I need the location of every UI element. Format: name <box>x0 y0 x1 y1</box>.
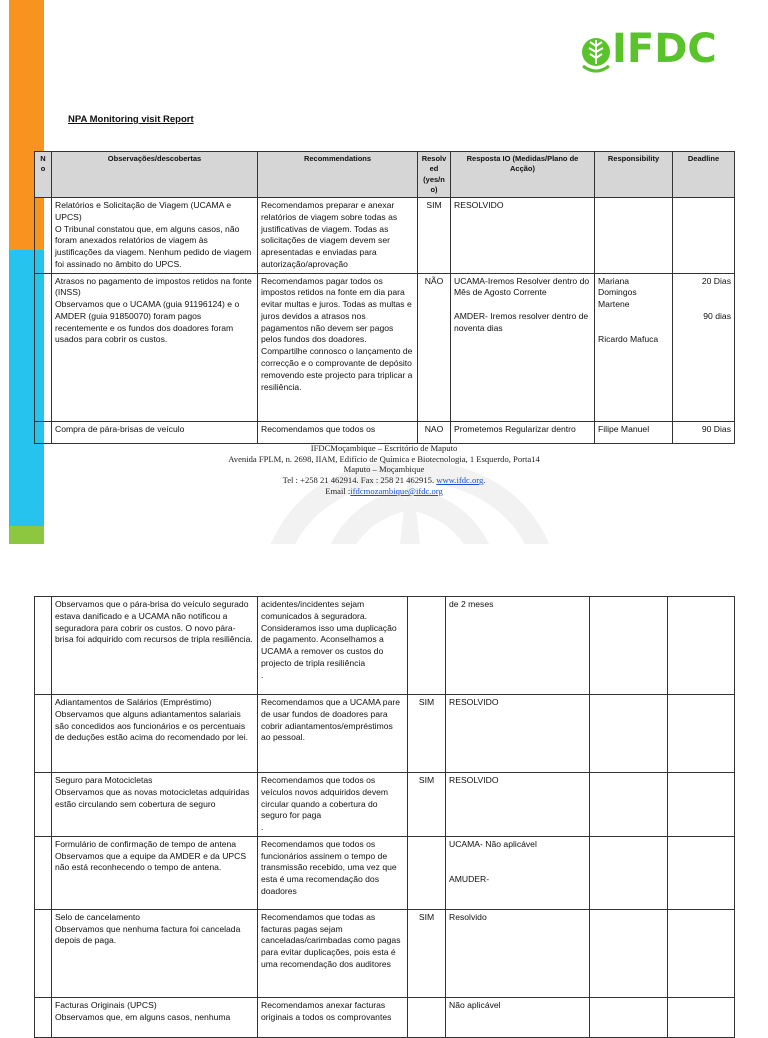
row-number <box>35 836 52 909</box>
observation-cell: Selo de cancelamento Observamos que nenhuma factura foi cancelada depois de paga. <box>52 909 258 997</box>
findings-table-page-2 <box>34 596 735 1038</box>
recommendation-cell: acidentes/incidentes sejam comunicados à seguradora. Consideramos isso uma duplicação de pagamento. Aconselhamos a UCAMA a remover os custos do projecto de tripla resiliência . <box>258 597 408 695</box>
table-row <box>35 695 735 773</box>
responsibility-cell <box>590 909 668 997</box>
deadline-cell <box>668 773 735 837</box>
side-bar-green <box>9 526 44 544</box>
observation-cell: Facturas Originais (UPCS) Observamos que, em alguns casos, nenhuma <box>52 997 258 1037</box>
deadline-cell <box>668 597 735 695</box>
response-cell: Não aplicável <box>446 997 590 1037</box>
deadline-cell: 20 Dias 90 dias <box>673 273 735 421</box>
footer-office: IFDCMoçambique – Escritório de Maputo <box>310 443 458 453</box>
response-cell: Prometemos Regularizar dentro <box>451 421 595 443</box>
table-row <box>35 997 735 1037</box>
responsibility-cell: Filipe Manuel <box>595 421 673 443</box>
response-cell: RESOLVIDO <box>451 198 595 274</box>
table-row <box>35 909 735 997</box>
observation-cell: Compra de pára-brisas de veículo <box>52 421 258 443</box>
resolved-cell <box>408 836 446 909</box>
responsibility-cell <box>595 198 673 274</box>
email-link[interactable]: ifdcmozambique@ifdc.org <box>350 485 443 496</box>
row-number <box>35 909 52 997</box>
deadline-cell <box>668 836 735 909</box>
observation-cell: Adiantamentos de Salários (Empréstimo) Observamos que alguns adiantamentos salariais são concedidos aos funcionários e os percentuais de deduções estão acima do recomendado por lei. <box>52 695 258 773</box>
row-number <box>35 597 52 695</box>
response-cell: RESOLVIDO <box>446 695 590 773</box>
footer-email <box>0 486 768 497</box>
resolved-cell <box>408 597 446 695</box>
recommendation-cell: Recomendamos que todos os <box>258 421 418 443</box>
response-cell: Resolvido <box>446 909 590 997</box>
responsibility-cell: Mariana Domingos Martene Ricardo Mafuca <box>595 273 673 421</box>
resolved-cell: SIM <box>408 909 446 997</box>
table-row <box>35 836 735 909</box>
footer-phone: Tel : +258 21 462914. Fax : 258 21 462915. www.ifdc.org. <box>282 475 486 486</box>
website-link[interactable]: www.ifdc.org <box>436 475 484 486</box>
footer-city: Maputo – Moçambique <box>343 464 425 475</box>
responsibility-cell <box>590 773 668 837</box>
resolved-cell: SIM <box>408 773 446 837</box>
recommendation-cell: Recomendamos preparar e anexar relatórios de viagem sobre todas as justificativas de viagem. Todas as solicitações de viagem devem ser apresentadas e enviadas para autorização/aprovação <box>258 198 418 274</box>
resolved-cell: NÃO <box>418 273 451 421</box>
report-title: NPA Monitoring visit Report <box>68 114 194 125</box>
responsibility-cell <box>590 997 668 1037</box>
responsibility-cell <box>590 597 668 695</box>
resolved-cell: SIM <box>418 198 451 274</box>
deadline-cell <box>668 909 735 997</box>
deadline-cell <box>668 695 735 773</box>
header-deadline: Deadline <box>673 152 735 198</box>
observation-cell: Atrasos no pagamento de impostos retidos na fonte (INSS) Observamos que o UCAMA (guia 91196124) e o AMDER (guia 91850070) foram pagos recentemente e os fundos dos doadores foram usados para cobrir os custos. <box>52 273 258 421</box>
row-number <box>35 773 52 837</box>
recommendation-cell: Recomendamos que todas as facturas pagas sejam canceladas/carimbadas como pagas para evitar duplicações, pois esta é uma recomendação dos auditores <box>258 909 408 997</box>
recommendation-cell: Recomendamos que todos os funcionários assinem o tempo de transmissão recebido, uma vez que esta é uma recomendação dos doadores <box>258 836 408 909</box>
observation-cell: Formulário de confirmação de tempo de antena Observamos que a equipe da AMDER e da UPCS não está reconhecendo o tempo de antena. <box>52 836 258 909</box>
responsibility-cell <box>590 695 668 773</box>
deadline-cell: 90 Dias <box>673 421 735 443</box>
deadline-cell <box>673 198 735 274</box>
table-row <box>35 773 735 837</box>
header-recommendations: Recommendations <box>258 152 418 198</box>
page-footer <box>0 443 768 497</box>
response-cell: UCAMA-Iremos Resolver dentro do Mês de Agosto Corrente AMDER- Iremos resolver dentro de noventa dias <box>451 273 595 421</box>
table-header-row <box>35 152 735 198</box>
recommendation-cell: Recomendamos anexar facturas originais a todos os comprovantes <box>258 997 408 1037</box>
responsibility-cell <box>590 836 668 909</box>
logo-text: IFDC <box>612 26 717 72</box>
observation-cell: Observamos que o pára-brisa do veículo segurado estava danificado e a UCAMA não notificou a seguradora para cobrir os custos. O novo pára-brisa foi adquirido com recursos de tripla resiliência. <box>52 597 258 695</box>
header-observations: Observações/descobertas <box>52 152 258 198</box>
ifdc-logo <box>580 26 720 74</box>
recommendation-cell: Recomendamos que todos os veículos novos adquiridos devem circular quando a cobertura do seguro for paga . <box>258 773 408 837</box>
deadline-cell <box>668 997 735 1037</box>
row-number <box>35 198 52 274</box>
resolved-cell: NAO <box>418 421 451 443</box>
table-row <box>35 421 735 443</box>
recommendation-cell: Recomendamos que a UCAMA pare de usar fundos de doadores para cobrir adiantamentos/empréstimos ao pessoal. <box>258 695 408 773</box>
row-number <box>35 997 52 1037</box>
observation-cell: Seguro para Motocicletas Observamos que as novas motocicletas adquiridas estão circulando sem cobertura de seguro <box>52 773 258 837</box>
table-row <box>35 597 735 695</box>
findings-table-page-1 <box>34 151 735 444</box>
resolved-cell: SIM <box>408 695 446 773</box>
resolved-cell <box>408 997 446 1037</box>
header-no: N o <box>35 152 52 198</box>
table-row <box>35 273 735 421</box>
row-number <box>35 273 52 421</box>
header-resolved: Resolv ed (yes/n o) <box>418 152 451 198</box>
header-responsibility: Responsibility <box>595 152 673 198</box>
leaf-icon <box>580 32 612 74</box>
footer-address: Avenida FPLM, n. 2698, IIAM, Edifício de Química e Biotecnologia, 1 Esquerdo, Porta14 <box>228 453 540 464</box>
row-number <box>35 421 52 443</box>
response-cell: de 2 meses <box>446 597 590 695</box>
footer-phone-text: Tel : +258 21 462914. Fax : 258 21 462915. <box>282 475 437 486</box>
response-cell: UCAMA- Não aplicável AMUDER- <box>446 836 590 909</box>
observation-cell: Relatórios e Solicitação de Viagem (UCAMA e UPCS) O Tribunal constatou que, em alguns casos, não foram anexados relatórios de viagem às justificações da viagem. Nenhum pedido de viagem foi assinado no âmbito do UPCS. <box>52 198 258 274</box>
row-number <box>35 695 52 773</box>
recommendation-cell: Recomendamos pagar todos os impostos retidos na fonte em dia para evitar multas e juros. Todas as multas e juros devidos a atrasos nos pagamentos não devem ser pagos pelos fundos dos doadores. Compartilhe connosco o lançamento de correcção e o comprovante de depósito removendo este projecto para triplicar a resiliência. <box>258 273 418 421</box>
footer-email-label: Email : <box>325 485 351 496</box>
table-row <box>35 198 735 274</box>
header-response: Resposta IO (Medidas/Plano de Acção) <box>451 152 595 198</box>
response-cell: RESOLVIDO <box>446 773 590 837</box>
